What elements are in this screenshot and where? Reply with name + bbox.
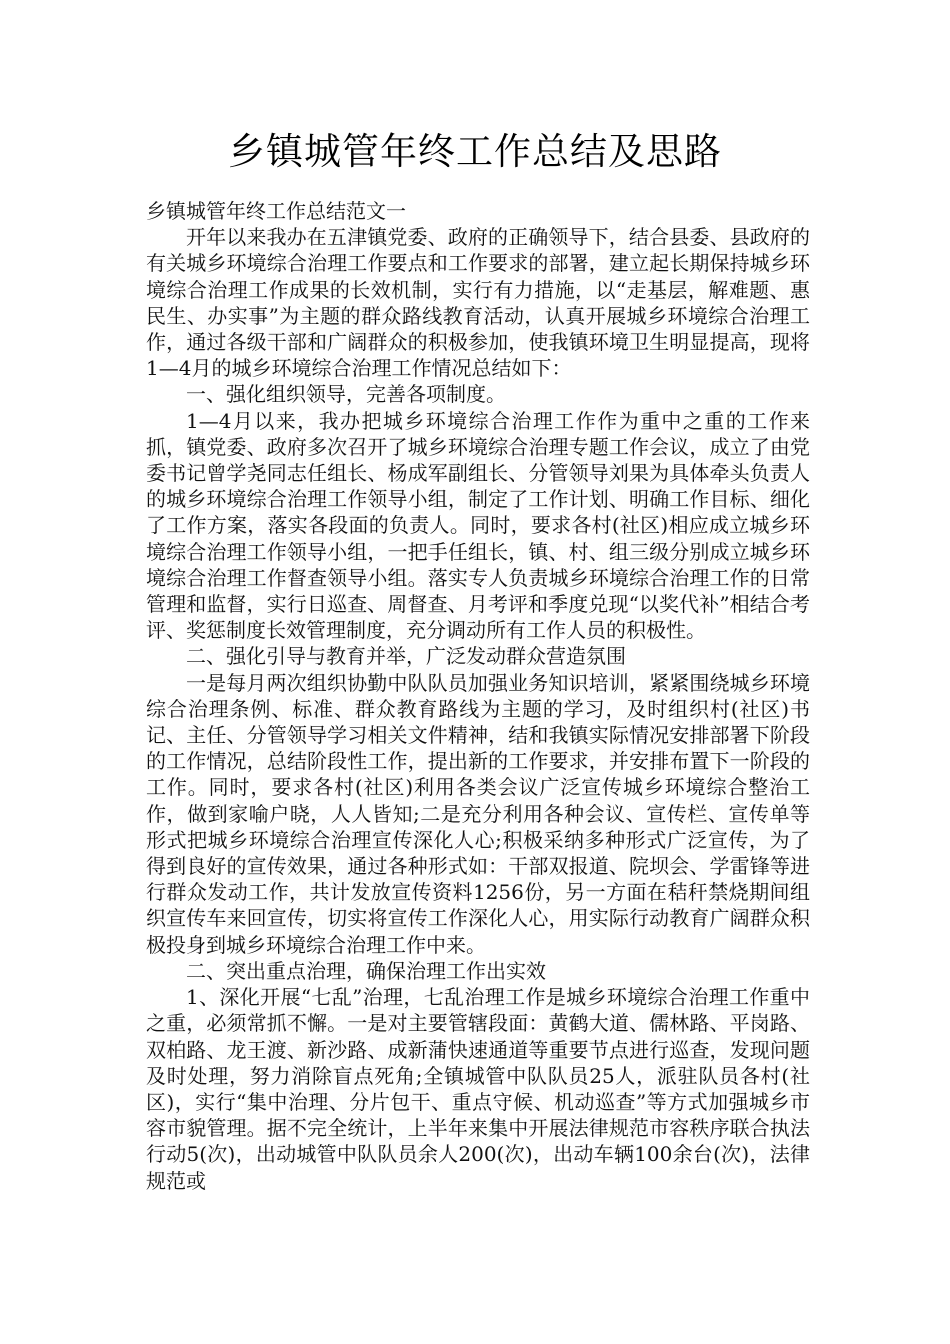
section-heading-key-governance: 二、突出重点治理，确保治理工作出实效 xyxy=(186,958,546,983)
document-title: 乡镇城管年终工作总结及思路 xyxy=(228,130,722,173)
document-subtitle: 乡镇城管年终工作总结范文一 xyxy=(146,199,406,223)
section-heading-organization: 一、强化组织领导，完善各项制度。 xyxy=(186,382,506,407)
section-heading-publicity: 二、强化引导与教育并举，广泛发动群众营造氛围 xyxy=(186,644,626,669)
paragraph-seven-disorders: 1、深化开展“七乱”治理，七乱治理工作是城乡环境综合治理工作重中之重，必须常抓不懈。一是对主要管辖段面：黄鹤大道、儒林路、平岗路、双柏路、龙王渡、新沙路、成新蒲快速通道等重要节点进行巡查，发现问题及时处理，努力消除盲点死角;全镇城管中队队员25人，派驻队员各村(社区)，实行“集中治理、分片包干、重点守候、机动巡查”等方式加强城乡市容市貌管理。据不完全统计，上半年来集中开展法律规范市容秩序联合执法行动5(次)，出动城管中队队员余人200(次)，出动车辆100余台(次)，法律规范或 xyxy=(146,985,810,1193)
paragraph-organization: 1—4月以来，我办把城乡环境综合治理工作作为重中之重的工作来抓，镇党委、政府多次召开了城乡环境综合治理专题工作会议，成立了由党委书记曾学尧同志任组长、杨成军副组长、分管领导刘果为具体牵头负责人的城乡环境综合治理工作领导小组，制定了工作计划、明确工作目标、细化了工作方案，落实各段面的负责人。同时，要求各村(社区)相应成立城乡环境综合治理工作领导小组，一把手任组长，镇、村、组三级分别成立城乡环境综合治理工作督查领导小组。落实专人负责城乡环境综合治理工作的日常管理和监督，实行日巡查、周督查、月考评和季度兑现“以奖代补”相结合考评、奖惩制度长效管理制度，充分调动所有工作人员的积极性。 xyxy=(146,408,810,643)
document-body xyxy=(146,198,810,1194)
paragraph-intro: 开年以来我办在五津镇党委、政府的正确领导下，结合县委、县政府的有关城乡环境综合治理工作要点和工作要求的部署，建立起长期保持城乡环境综合治理工作成果的长效机制，实行有力措施，以“走基层，解难题、惠民生、办实事”为主题的群众路线教育活动，认真开展城乡环境综合治理工作，通过各级干部和广阔群众的积极参加，使我镇环境卫生明显提高，现将1—4月的城乡环境综合治理工作情况总结如下： xyxy=(146,225,810,381)
paragraph-publicity: 一是每月两次组织协勤中队队员加强业务知识培训，紧紧围绕城乡环境综合治理条例、标准、群众教育路线为主题的学习，及时组织村(社区)书记、主任、分管领导学习相关文件精神，结和我镇实际情况安排部署下阶段的工作情况，总结阶段性工作，提出新的工作要求，并安排布置下一阶段的工作。同时，要求各村(社区)利用各类会议广泛宣传城乡环境综合整治工作，做到家喻户晓，人人皆知;二是充分利用各种会议、宣传栏、宣传单等形式把城乡环境综合治理宣传深化人心;积极采纳多种形式广泛宣传，为了得到良好的宣传效果，通过各种形式如：干部双报道、院坝会、学雷锋等进行群众发动工作，共计发放宣传资料1256份，另一方面在秸秆禁烧期间组织宣传车来回宣传，切实将宣传工作深化人心，用实际行动教育广阔群众积极投身到城乡环境综合治理工作中来。 xyxy=(146,670,810,957)
